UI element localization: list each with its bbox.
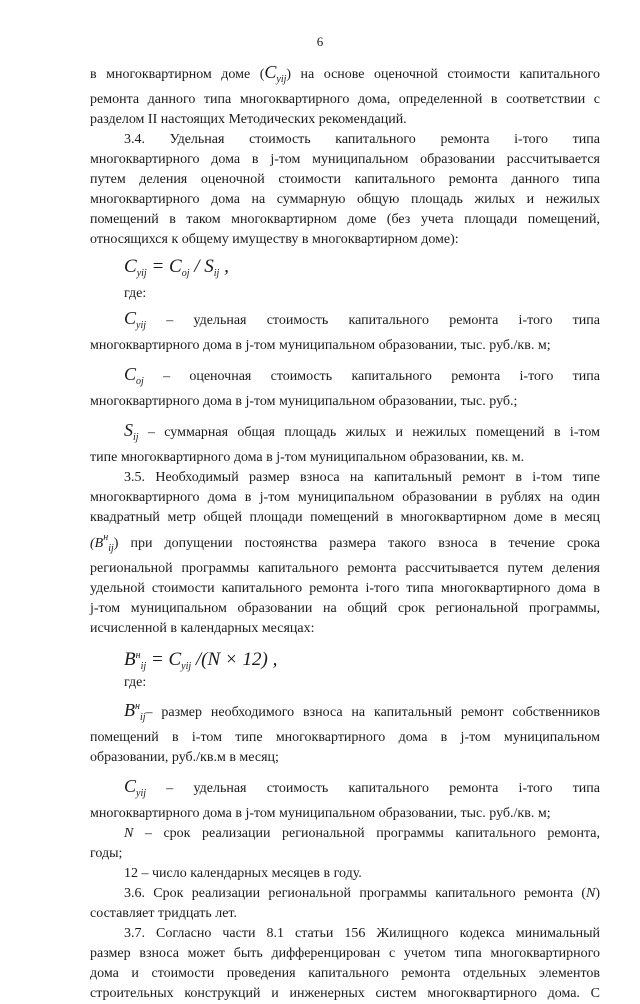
text: ) на основе оценочной стоимости капитального bbox=[286, 67, 600, 82]
text-line: 3.4. Удельная стоимость капитального ремонта i-того типа bbox=[124, 132, 600, 147]
text: – удельная стоимость капитального ремонта i-того типа bbox=[166, 313, 600, 328]
text-line: разделом II настоящих Методических рекомендаций. bbox=[90, 112, 407, 127]
subscript: ij bbox=[140, 661, 147, 672]
symbol: /(N × 12) , bbox=[191, 649, 278, 670]
text: 3.6. Срок реализации региональной программы капитального ремонта ( bbox=[124, 886, 586, 901]
subscript: уij bbox=[276, 74, 287, 85]
definition-line bbox=[90, 776, 600, 804]
subscript: уij bbox=[136, 320, 147, 331]
subscript: ij bbox=[139, 712, 146, 723]
subscript: ij bbox=[213, 268, 220, 279]
subscript: ij bbox=[133, 432, 139, 443]
text-line: многоквартирного дома в j-том муниципальном образовании, тыс. руб./кв. м; bbox=[90, 806, 551, 821]
superscript: н bbox=[135, 701, 140, 712]
symbol: N bbox=[124, 826, 134, 841]
symbol: C bbox=[264, 62, 277, 82]
text: в многоквартирном доме ( bbox=[90, 67, 265, 82]
page-body bbox=[90, 62, 600, 1004]
text: – удельная стоимость капитального ремонта i-того типа bbox=[166, 781, 600, 796]
subscript: ij bbox=[108, 543, 114, 554]
definition-line bbox=[90, 420, 600, 448]
text-line: помещений в таком многоквартирном доме (без учета площади помещений, bbox=[90, 212, 600, 227]
text-line: многоквартирного дома в j-том муниципальном образовании, тыс. руб.; bbox=[90, 394, 518, 409]
text-line: относящихся к общему имуществу в многоквартирном доме): bbox=[90, 232, 459, 247]
symbol: C bbox=[124, 776, 137, 796]
subscript: уij bbox=[181, 661, 192, 672]
symbol: = C bbox=[146, 649, 182, 670]
text: – суммарная общая площадь жилых и нежилых помещений в i-том bbox=[147, 425, 601, 440]
text-line: многоквартирного дома в j-том муниципальном образовании, тыс. руб./кв. м; bbox=[90, 338, 551, 353]
symbol: S bbox=[124, 420, 133, 440]
subscript: оj bbox=[136, 376, 144, 387]
text-line bbox=[90, 884, 600, 904]
subscript: уij bbox=[136, 788, 147, 799]
text-line: многоквартирного дома в j-том муниципальном образовании в рублях на один bbox=[90, 490, 600, 505]
definition-line bbox=[90, 697, 600, 728]
definition-line bbox=[90, 824, 600, 844]
text-line bbox=[90, 528, 600, 559]
subscript: оj bbox=[181, 268, 190, 279]
text-line: путем деления оценочной стоимости капитального ремонта данного типа bbox=[90, 172, 600, 187]
text-line bbox=[90, 62, 600, 90]
page-number: 6 bbox=[316, 34, 324, 49]
text: (B bbox=[90, 536, 104, 551]
symbol: B bbox=[124, 700, 135, 720]
text-line: годы; bbox=[90, 846, 123, 861]
text-line: где: bbox=[124, 286, 147, 301]
text-line: типе многоквартирного дома в j-том муниципальном образовании, кв. м. bbox=[90, 450, 525, 465]
formula-unit-cost bbox=[90, 250, 600, 284]
symbol: N bbox=[585, 886, 596, 901]
text-line: квадратный метр общей площади помещений в многоквартирном доме в месяц bbox=[90, 510, 600, 525]
text-line: исчисленной в календарных месяцах: bbox=[90, 621, 315, 636]
symbol: , bbox=[219, 256, 229, 277]
subscript: уij bbox=[136, 268, 147, 279]
definition-line bbox=[90, 364, 600, 392]
superscript: н bbox=[103, 532, 109, 543]
text: ) bbox=[595, 886, 600, 901]
symbol: = C bbox=[146, 256, 182, 277]
text-line: 3.5. Необходимый размер взноса на капитальный ремонт в i-том типе bbox=[124, 470, 600, 485]
text-line: дома и стоимости проведения капитального ремонта отдельных элементов bbox=[90, 966, 600, 981]
text: ) при допущении постоянства размера такого взноса в течение срока bbox=[113, 536, 600, 551]
text: – оценочная стоимость капитального ремонта i-того типа bbox=[163, 369, 600, 384]
definition-line bbox=[90, 308, 600, 336]
text-line: удельной стоимости капитального ремонта i-того типа многоквартирного дома в bbox=[90, 581, 600, 596]
text-line: ремонта данного типа многоквартирного дома, определенной в соответствии с bbox=[90, 92, 600, 107]
text: – размер необходимого взноса на капитальный ремонт собственников bbox=[145, 705, 600, 720]
text-line: j-том муниципальном образовании на общий срок региональной программы, bbox=[90, 601, 600, 616]
text-line: многоквартирного дома на суммарную общую площадь жилых и нежилых bbox=[90, 192, 600, 207]
definition-line: 12 – число календарных месяцев в году. bbox=[124, 866, 362, 881]
symbol: C bbox=[124, 364, 137, 384]
text-line: составляет тридцать лет. bbox=[90, 906, 237, 921]
text-line: региональной программы капитального ремонта рассчитывается путем деления bbox=[90, 561, 600, 576]
superscript: н bbox=[135, 650, 141, 661]
text-line: многоквартирного дома в j-том муниципальном образовании рассчитывается bbox=[90, 152, 600, 167]
symbol: C bbox=[124, 256, 137, 277]
text-line: строительных конструкций и инженерных систем многоквартирного дома. С bbox=[90, 986, 600, 1001]
text-line: размер взноса может быть дифференцирован с учетом типа многоквартирного bbox=[90, 946, 600, 961]
text-line: помещений в i-том типе многоквартирного дома в j-том муниципальном bbox=[90, 730, 600, 745]
formula-contribution bbox=[90, 639, 600, 673]
text-line: где: bbox=[124, 675, 147, 690]
symbol: C bbox=[124, 308, 137, 328]
symbol: B bbox=[124, 649, 136, 670]
text: – срок реализации региональной программы капитального ремонта, bbox=[133, 826, 600, 841]
text-line: 3.7. Согласно части 8.1 статьи 156 Жилищного кодекса минимальный bbox=[124, 926, 600, 941]
text-line: образовании, руб./кв.м в месяц; bbox=[90, 750, 279, 765]
symbol: / S bbox=[189, 256, 214, 277]
